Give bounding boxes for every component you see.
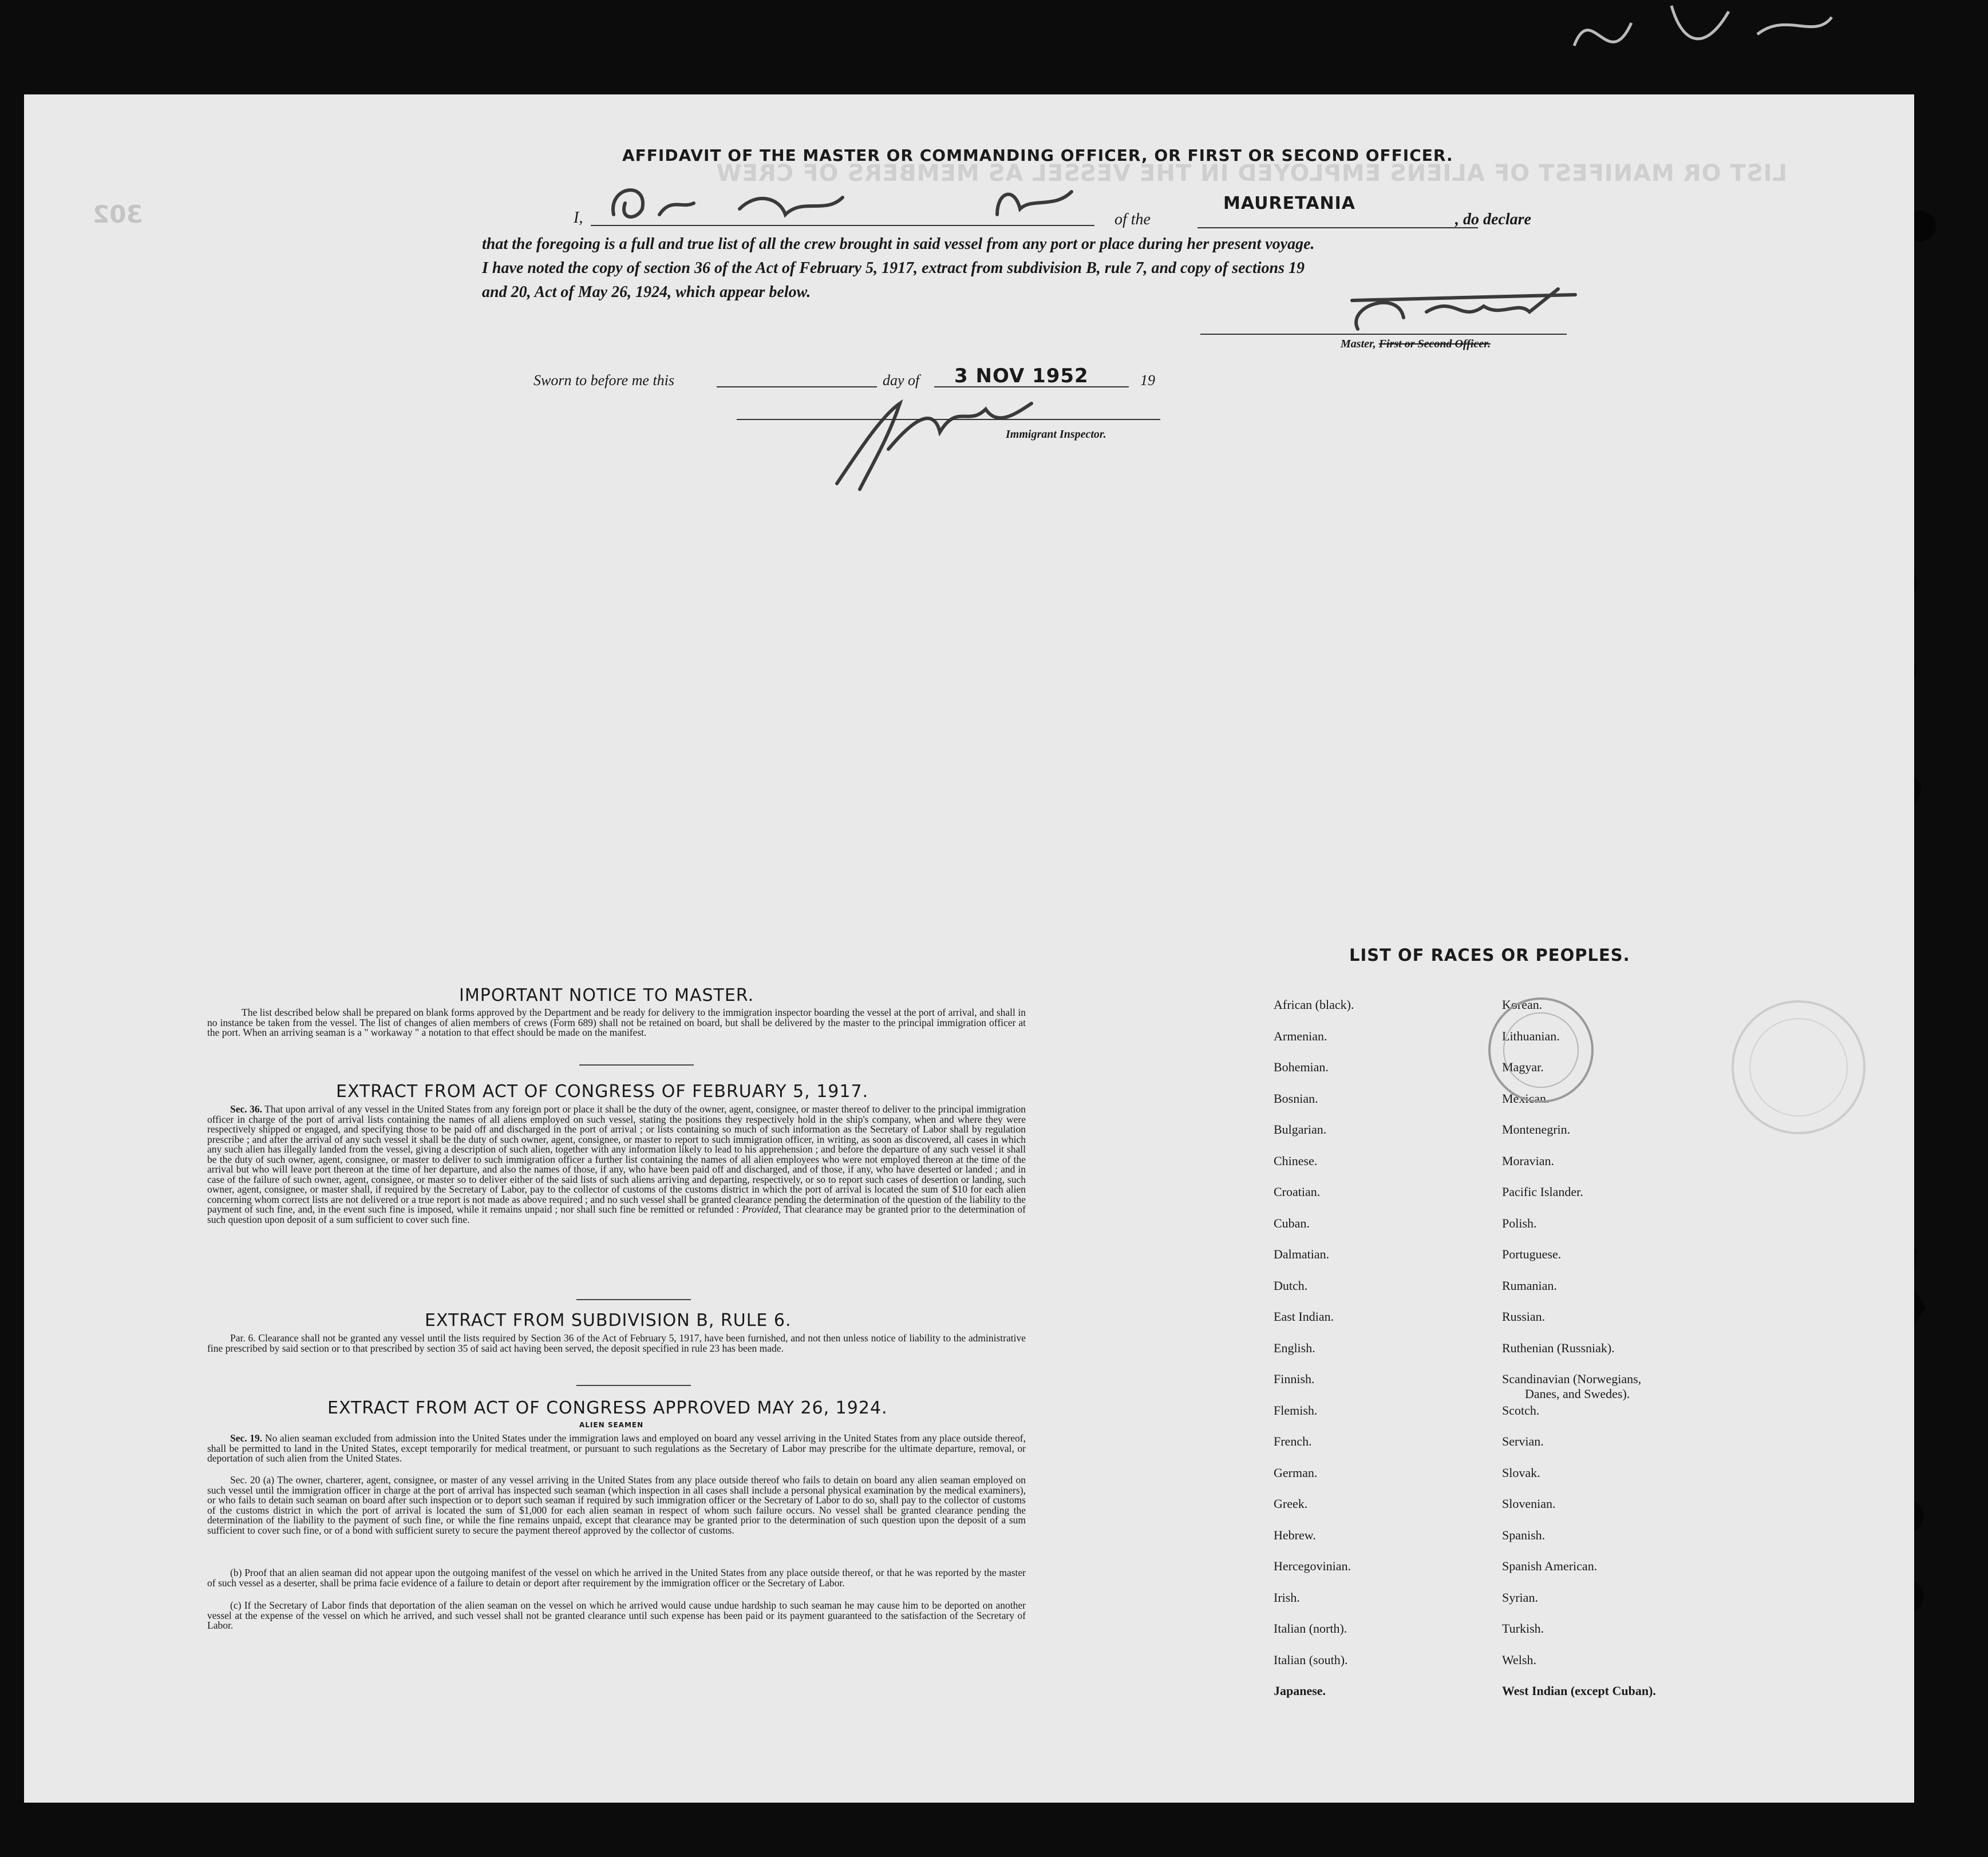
race-item: Spanish American. [1502,1559,1598,1573]
do-declare: , do declare [1455,211,1531,228]
race-item: Bohemian. [1274,1060,1329,1074]
bleed-through-title: LIST OR MANIFEST OF ALIENS EMPLOYED IN THE VESSEL AS MEMBERS OF CREW [716,160,1787,187]
rule-6-title: EXTRACT FROM SUBDIVISION B, RULE 6. [425,1310,792,1331]
race-item-continuation: Danes, and Swedes). [1525,1387,1630,1401]
sec-20a-text: The owner, charterer, agent, consignee, or master of any vessel arriving in the United States from any place outside thereof who fails to detain on board any alien seaman employed on such vessel until the immigration officer in charge at the port of arrival has inspected such seaman (which inspection in all cases shall include a personal physical examination by the medical examiners), or who fails to detain such seaman on board after such inspection or to deport such seaman if required by such immigration officer or the Secretary of Labor to do so, shall pay to the collector of customs of the customs district in which the port of arrival is located the sum of $1,000 for each alien seaman in respect of whom such failure occurs. No vessel shall be granted clearance pending the determination of the liability to the payment of such fine, or while the fine remains unpaid, except that clearance may be granted prior to the determination of such question upon the deposit of a sum sufficient to cover such fine, or of a bond with sufficient surety to secure the payment thereof approved by the collector of customs. [207,1474,1026,1536]
affidavit-line-4: and 20, Act of May 26, 1924, which appear below. [482,283,811,301]
race-item: Turkish. [1502,1621,1544,1636]
affidavit-line-2: that the foregoing is a full and true list of all the crew brought in said vessel from any port or place during her present voyage. [482,235,1315,253]
race-item: Welsh. [1502,1652,1536,1667]
sec-19-label: Sec. 19. [230,1432,263,1444]
master-signature-line [1200,332,1567,335]
notice-text: The list described below shall be prepared on blank forms approved by the Department and be ready for delivery to the immigration inspector boarding the vessel at the port of arrival, and shall in no instance be taken from the vessel. The list of changes of alien members of crews (Form 689) shall not be retained on board, but shall be delivered by the master to the principal immigration officer at the port. When an arriving seaman is a " workaway " a notation to that effect should be made on the manifest. [207,1007,1026,1038]
inspector-line [737,418,1160,420]
bleed-through-number: 302 [93,200,143,228]
faint-seal-stamp [1718,987,1879,1147]
race-item: Italian (north). [1274,1621,1347,1636]
notice-rule [579,1064,694,1066]
sec-20c [207,1601,1026,1631]
race-item: Greek. [1274,1496,1308,1511]
race-item: African (black). [1274,997,1354,1012]
master-caption [1341,338,1491,351]
race-item: French. [1274,1434,1312,1448]
race-item: Chinese. [1274,1153,1318,1168]
sec-20c-text: If the Secretary of Labor finds that deportation of the alien seaman on the vessel on which he arrived would cause undue hardship to such seaman he may cause him to be deported on another vessel at the expense of the vessel on which he arrived, and such vessel shall not be granted clearance until such expense has been paid or its payment guaranteed to the satisfaction of the Secretary of Labor. [207,1599,1026,1631]
extract-1917-rule [576,1299,691,1300]
race-item: Rumanian. [1502,1278,1557,1293]
year-suffix: 19 [1140,372,1155,389]
sec-20b [207,1568,1026,1588]
of-the: of the [1114,211,1151,228]
day-of: day of [883,372,920,389]
par-6-text: Clearance shall not be granted any vessel until the lists required by Section 36 of the Act of February 5, 1917, have been furnished, and not then unless notice of liability to the administrative fine prescribed by said section or to that prescribed by section 35 of said act having been served, the deposit specified in rule 23 has been made. [207,1332,1026,1354]
inspector-caption: Immigrant Inspector. [1006,428,1106,441]
race-item: West Indian (except Cuban). [1502,1684,1656,1698]
sworn-date-stamp: 3 NOV 1952 [954,365,1089,387]
ship-name: MAURETANIA [1223,193,1355,213]
race-item: Spanish. [1502,1527,1546,1542]
race-item: East Indian. [1274,1309,1334,1324]
ship-name-line [1197,225,1478,228]
race-item: Polish. [1502,1215,1537,1230]
race-item: Lithuanian. [1502,1028,1560,1043]
extract-1917-body [207,1104,1026,1225]
officer-signature [596,175,1089,226]
provided-text: That clearance may be granted prior to the determination of such question upon deposit of a sum sufficient to cover such fine. [207,1203,1026,1225]
sec-20a [207,1475,1026,1535]
official-seal-stamp [1478,987,1604,1113]
race-item: Flemish. [1274,1403,1318,1418]
race-item: Korean. [1502,997,1543,1012]
race-item: English. [1274,1340,1315,1355]
race-item: Russian. [1502,1309,1546,1324]
race-item: Irish. [1274,1590,1300,1605]
par-6-label: Par. 6. [230,1332,256,1344]
master-signature [1312,283,1587,340]
master-caption-struck: First or Second Officer. [1378,338,1491,350]
race-item: Hercegovinian. [1274,1559,1351,1573]
race-item: Pacific Islander. [1502,1185,1583,1199]
race-item: Montenegrin. [1502,1122,1571,1137]
extract-1917-title: EXTRACT FROM ACT OF CONGRESS OF FEBRUARY 5, 1917. [336,1082,869,1102]
sworn-before: Sworn to before me this [533,372,675,389]
sec-20a-label: Sec. 20 (a) [230,1474,275,1486]
i-word: I, [574,209,583,227]
sec-36-text: That upon arrival of any vessel in the United States from any foreign port or place it shall be the duty of the owner, agent, consignee, or master thereof to deliver to the principal immigration officer in charge of the port of arrival lists containing the names of all aliens employed on such vessel, stating the positions they respectively hold in the ship's company, when and where they were respectively shipped or engaged, and specifying those to be paid off and discharged in the port of arrival ; or lists containing so much of such information as the Secretary of Labor shall by regulation prescribe ; and after the arrival of any such vessel it shall be the duty of such owner, agent, consignee, or master to report to such immigration officer, in writing, as soon as discovered, all cases in which any such alien has illegally landed from the vessel, giving a description of such alien, together with any information likely to lead to his apprehension ; and before the departure of any such vessel it shall be the duty of such owner, agent, consignee, or master to deliver to such immigration officer a further list containing the names of all alien employees who were not employed thereon at the time of the arrival but who will leave port thereon at the time of her departure, and also the names of those, if any, who have been paid off and discharged, and of those, if any, who have deserted or landed ; and in case of the failure of such owner, agent, consignee, or master so to deliver either of the said lists of such aliens arriving and departing, respectively, or so to report such cases of desertion or landing, such owner, agent, consignee, or master shall, if required by the Secretary of Labor, pay to the collector of customs of the customs district in which the port of arrival is located the sum of $10 for each alien concerning whom correct lists are not delivered or a true report is not made as above required ; and no such vessel shall be granted clearance pending the determination of the question of the liability to the payment of such fine, and, in the event such fine is imposed, while it remains unpaid ; nor shall such fine be remitted or refunded : [207,1103,1026,1215]
race-item: Mexican. [1502,1091,1550,1106]
manifest-sheet [24,94,1914,1803]
race-item: Servian. [1502,1434,1544,1448]
sec-19-text: No alien seaman excluded from admission into the United States under the immigration laws and employed on board any vessel arriving in the United States from any place outside thereof, shall be permitted to land in the United States, except temporarily for medical treatment, or pursuant to such regulations as the Secretary of Labor may prescribe for the ultimate departure, removal, or deportation of such alien from the United States. [207,1432,1026,1464]
race-item [1502,1372,1788,1403]
race-item: Japanese. [1274,1684,1326,1698]
affidavit-line-3: I have noted the copy of section 36 of the Act of February 5, 1917, extract from subdivision B, rule 7, and copy of sections 19 [482,259,1305,277]
sec-20b-label: (b) [230,1567,242,1578]
rule-6-body [207,1333,1026,1353]
race-item: Bulgarian. [1274,1122,1327,1137]
race-item: Slovenian. [1502,1496,1556,1511]
header-scribble [1557,0,1843,74]
provided-word: Provided, [742,1203,781,1215]
sec-19 [207,1434,1026,1464]
race-item: Dutch. [1274,1278,1308,1293]
race-item: Portuguese. [1502,1247,1562,1261]
race-item: Dalmatian. [1274,1247,1330,1261]
notice-title: IMPORTANT NOTICE TO MASTER. [459,985,754,1005]
rule-6-rule [576,1385,691,1386]
race-item: German. [1274,1465,1318,1480]
race-item: Croatian. [1274,1185,1321,1199]
race-item: Scotch. [1502,1403,1540,1418]
races-column-1 [1274,997,1480,1715]
master-caption-master: Master, [1341,338,1376,350]
affidavit-title: AFFIDAVIT OF THE MASTER OR COMMANDING OFFICER, OR FIRST OR SECOND OFFICER. [622,146,1453,165]
race-item: Cuban. [1274,1215,1310,1230]
race-item: Finnish. [1274,1372,1315,1386]
extract-1924-title: EXTRACT FROM ACT OF CONGRESS APPROVED MAY 26, 1924. [327,1398,888,1418]
sec-20c-label: (c) [230,1599,242,1611]
alien-seamen-subtitle: ALIEN SEAMEN [579,1421,644,1429]
race-item: Bosnian. [1274,1091,1318,1106]
races-title: LIST OF RACES OR PEOPLES. [1349,945,1630,965]
race-item-text: Scandinavian (Norwegians, [1502,1372,1642,1386]
race-item: Syrian. [1502,1590,1538,1605]
race-item: Moravian. [1502,1153,1555,1168]
race-item: Slovak. [1502,1465,1540,1480]
race-item: Ruthenian (Russniak). [1502,1340,1615,1355]
sec-20b-text: Proof that an alien seaman did not appear upon the outgoing manifest of the vessel on which he arrived in the United States from any place outside thereof, or that he was reported by the master of such vessel as a deserter, shall be prima facie evidence of a failure to detain or deport after requirement by the immigration officer or the Secretary of Labor. [207,1567,1026,1589]
race-item: Hebrew. [1274,1527,1316,1542]
sec-36-label: Sec. 36. [230,1103,262,1115]
race-item: Armenian. [1274,1028,1327,1043]
race-item: Magyar. [1502,1060,1544,1074]
race-item: Italian (south). [1274,1652,1348,1667]
